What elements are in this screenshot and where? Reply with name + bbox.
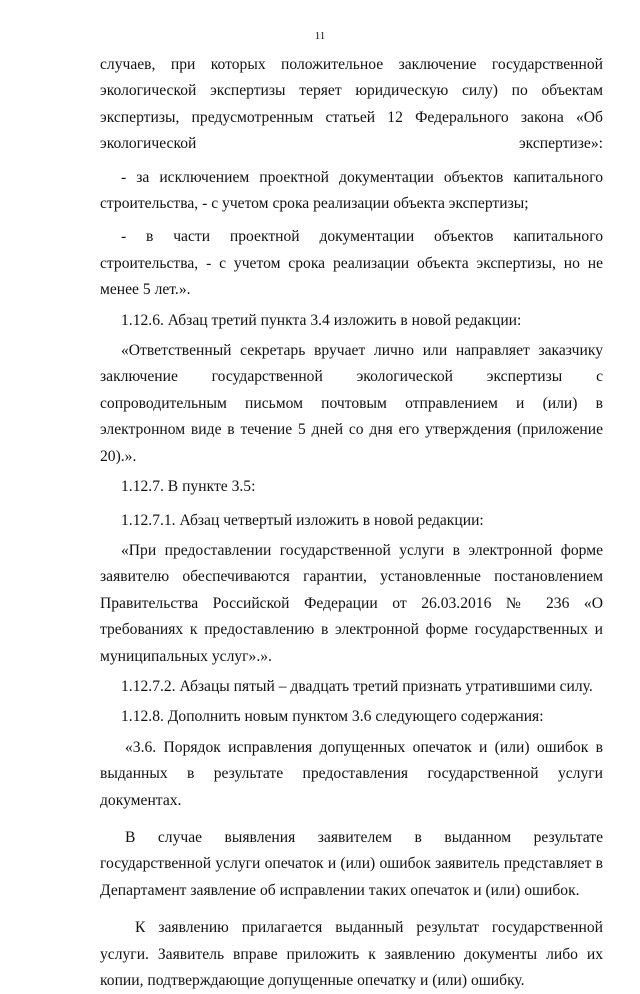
document-body [100,52,603,994]
paragraph-1-12-7-2: 1.12.7.2. Абзацы пятый – двадцать третий признать утратившими силу. [121,677,593,695]
paragraph-attachment: К заявлению прилагается выданный результат государственной услуги. Заявитель вправе приложить к заявлению документы либо их копии, подтверждающие допущенные опечатку и (или) ошибку. [100,919,603,989]
paragraph-1-12-7-1: 1.12.7.1. Абзац четвертый изложить в новой редакции: [121,511,484,529]
paragraph-quote-secretary: «Ответственный секретарь вручает лично или направляет заказчику заключение государственной экологической экспертизы с сопроводительным письмом почтовым отправлением и (или) в электронном виде в течение 5 дней со дня его утверждения (приложение 20).». [100,342,603,465]
paragraph-quote-electronic: «При предоставлении государственной услуги в электронной форме заявителю обеспечиваются гарантии, установленные постановлением Правительства Российской Федерации от 26.03.2016 № 236 «О требованиях к предоставлению в электронной форме государственных и муниципальных услуг».». [100,541,603,665]
paragraph-1-12-7: 1.12.7. В пункте 3.5: [121,478,256,496]
paragraph-1-12-6: 1.12.6. Абзац третий пункта 3.4 изложить в новой редакции: [121,311,522,329]
paragraph-1-12-8: 1.12.8. Дополнить новым пунктом 3.6 следующего содержания: [121,708,544,726]
page-number: 11 [314,30,326,42]
paragraph-part-item: - в части проектной документации объектов капитального строительства, - с учетом срока реализации объекта экспертизы, но не менее 5 лет.». [100,228,603,299]
paragraph-error-detected: В случае выявления заявителем в выданном результате государственной услуги опечаток и (или) ошибок заявитель представляет в Департамент заявление об исправлении таких опечаток и (или) ошибок. [100,828,603,899]
paragraph-exception-item: - за исключением проектной документации объектов капитального строительства, - с учетом срока реализации объекта экспертизы; [100,168,603,213]
paragraph-continuation: случаев, при которых положительное заключение государственной экологической экспертизы теряет юридическую силу) по объектам экспертизы, предусмотренным статьей 12 Федерального закона «Об экологической экспертизе»: [100,56,603,153]
paragraph-3-6: «3.6. Порядок исправления допущенных опечаток и (или) ошибок в выданных в результате предоставления государственной услуги документах. [100,738,603,809]
